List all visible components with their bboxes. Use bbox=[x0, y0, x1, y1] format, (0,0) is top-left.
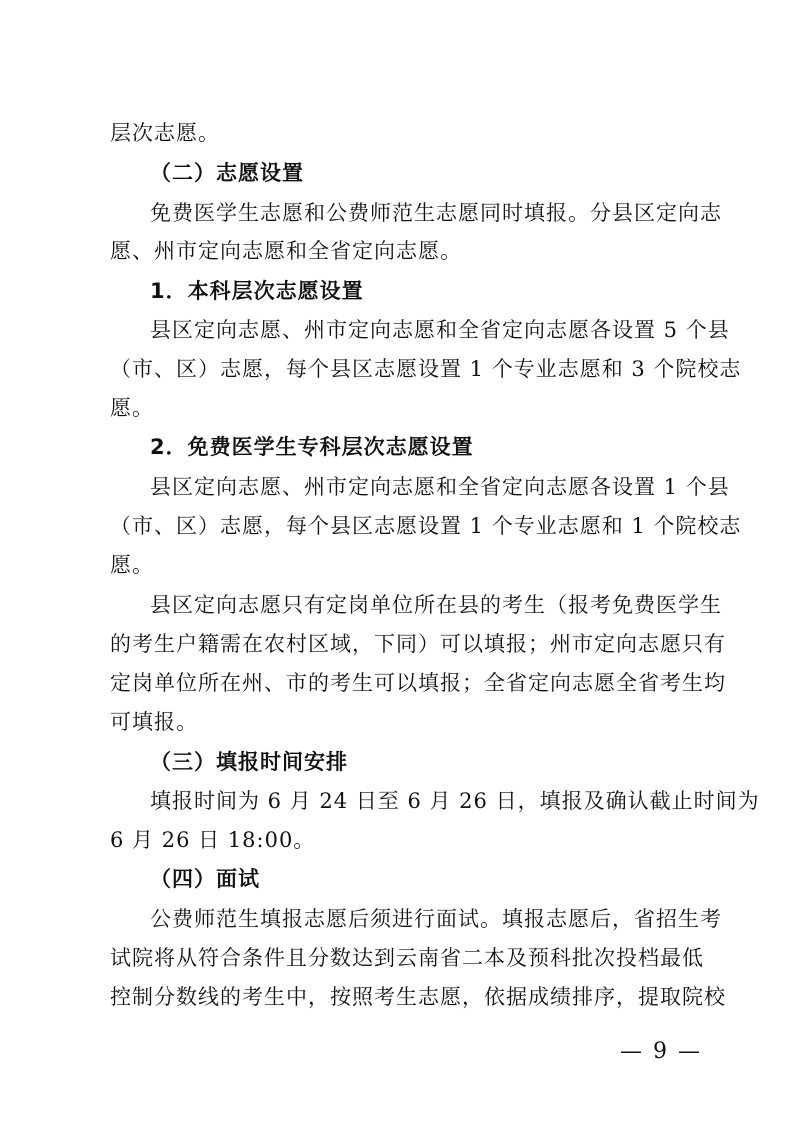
text-line: 县区定向志愿只有定岗单位所在县的考生（报考免费医学生 bbox=[150, 593, 722, 617]
text-line: 免费医学生志愿和公费师范生志愿同时填报。分县区定向志 bbox=[150, 201, 722, 225]
text-line: 层次志愿。 bbox=[110, 121, 220, 145]
text-line: 县区定向志愿、州市定向志愿和全省定向志愿各设置 1 个县 bbox=[150, 475, 730, 499]
text-line: 愿。 bbox=[110, 396, 154, 420]
text-line: 填报时间为 6 月 24 日至 6 月 26 日，填报及确认截止时间为 bbox=[150, 789, 760, 813]
text-line: （市、区）志愿，每个县区志愿设置 1 个专业志愿和 1 个院校志 bbox=[110, 514, 742, 538]
text-line: 试院将从符合条件且分数达到云南省二本及预科批次投档最低 bbox=[110, 946, 704, 970]
subsection-heading-1: 1．本科层次志愿设置 bbox=[150, 279, 364, 303]
text-line: 定岗单位所在州、市的考生可以填报；全省定向志愿全省考生均 bbox=[110, 671, 726, 695]
text-line: 6 月 26 日 18:00。 bbox=[110, 828, 316, 852]
text-line: 公费师范生填报志愿后须进行面试。填报志愿后，省招生考 bbox=[150, 907, 722, 931]
text-line: 愿。 bbox=[110, 553, 154, 577]
text-line: 的考生户籍需在农村区域，下同）可以填报；州市定向志愿只有 bbox=[110, 632, 726, 656]
text-line: 可填报。 bbox=[110, 710, 198, 734]
text-line: 愿、州市定向志愿和全省定向志愿。 bbox=[110, 239, 462, 263]
text-line: 县区定向志愿、州市定向志愿和全省定向志愿各设置 5 个县 bbox=[150, 318, 730, 342]
section-heading-2: （二）志愿设置 bbox=[150, 161, 304, 185]
section-heading-3: （三）填报时间安排 bbox=[150, 750, 348, 774]
section-heading-4: （四）面试 bbox=[150, 867, 260, 891]
subsection-heading-2: 2．免费医学生专科层次志愿设置 bbox=[150, 435, 474, 459]
text-line: 控制分数线的考生中，按照考生志愿，依据成绩排序，提取院校 bbox=[110, 985, 726, 1009]
text-line: （市、区）志愿，每个县区志愿设置 1 个专业志愿和 3 个院校志 bbox=[110, 357, 742, 381]
page-number: — 9 — bbox=[620, 1039, 702, 1064]
